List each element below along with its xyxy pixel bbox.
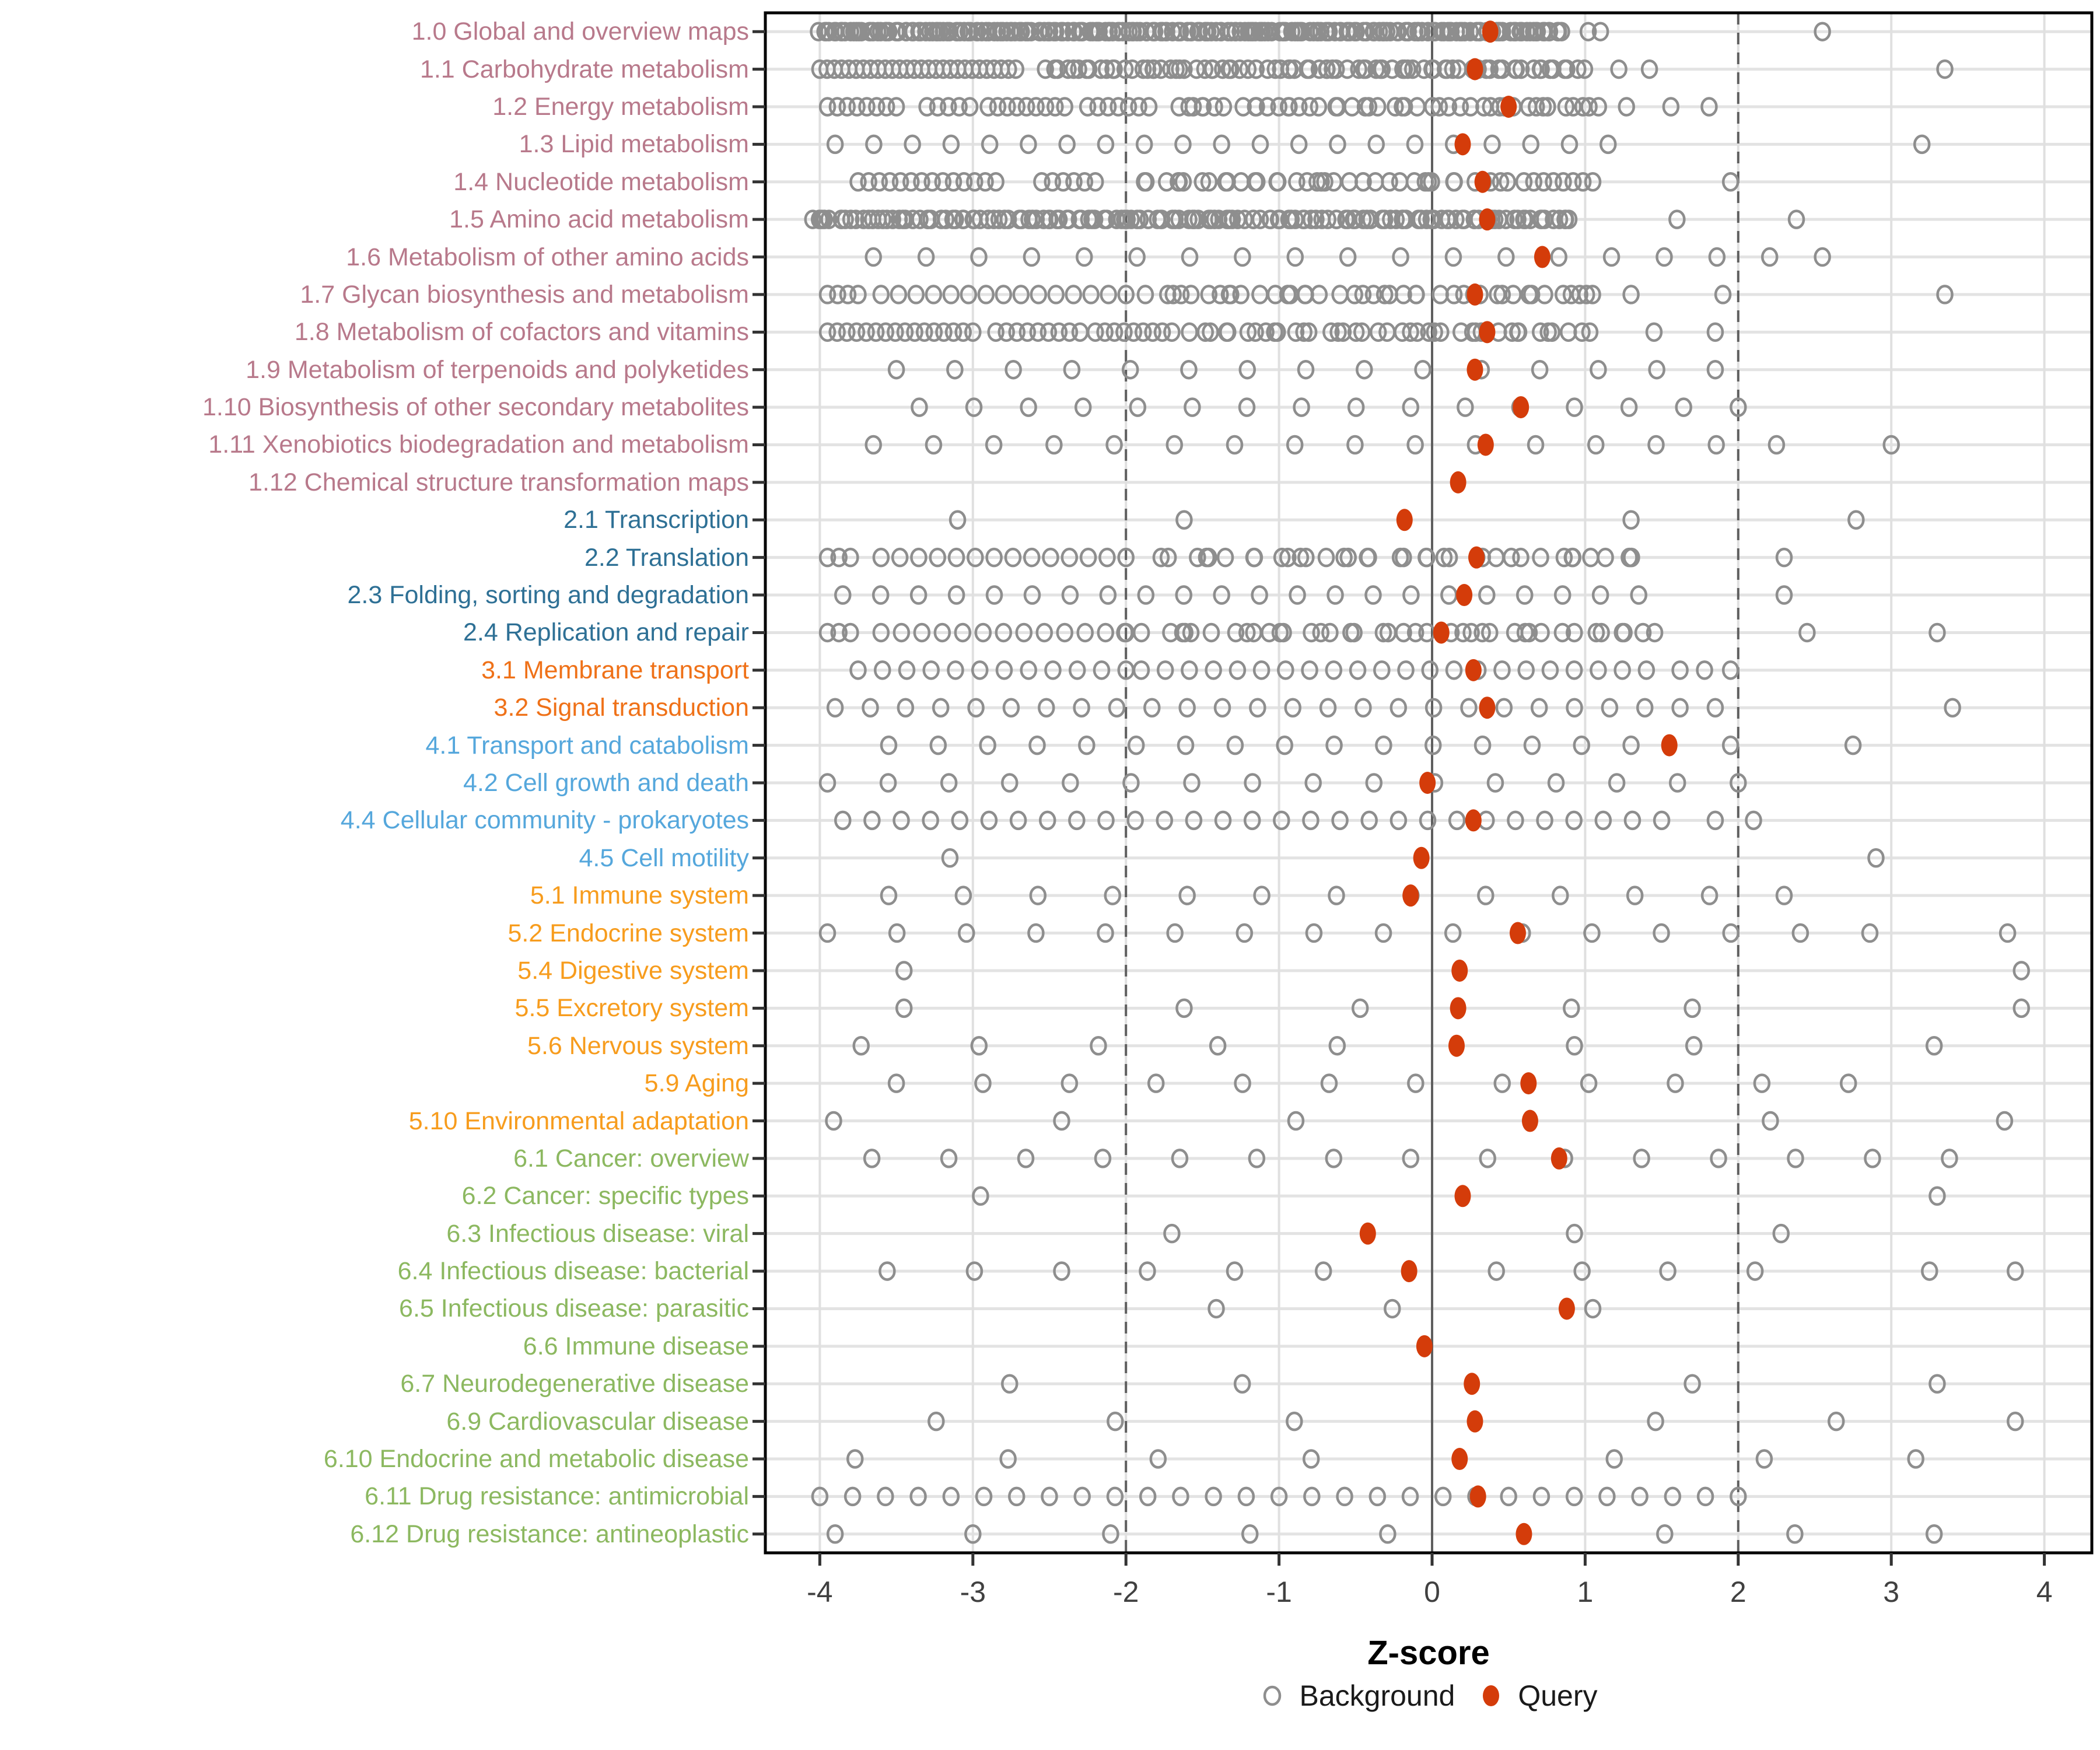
row-label: 5.6 Nervous system [527,1031,749,1060]
query-dot [1661,734,1678,757]
x-tick-label: 1 [1577,1576,1594,1608]
query-dot [1466,359,1483,381]
row-label: 3.1 Membrane transport [481,656,749,684]
query-dot [1454,133,1471,155]
query-dot [1475,171,1491,193]
legend [765,1679,2092,1713]
query-dot [1500,96,1517,118]
row-label: 4.2 Cell growth and death [463,769,749,797]
query-dot [1551,1147,1567,1170]
row-label: 6.12 Drug resistance: antineoplastic [350,1520,749,1548]
row-label: 6.10 Endocrine and metabolic disease [323,1445,749,1474]
legend-background-label: Background [1299,1679,1455,1712]
row-label: 2.1 Transcription [564,506,749,534]
query-dot [1510,922,1526,944]
query-dot [1534,246,1550,268]
query-dot [1419,772,1436,794]
row-label: 1.3 Lipid metabolism [519,130,749,159]
query-dot [1402,884,1419,907]
x-axis-title: Z-score [1367,1634,1490,1672]
query-dot [1396,509,1413,531]
query-dot [1513,396,1529,418]
row-label: 2.2 Translation [584,543,749,572]
x-tick-label: -1 [1266,1576,1292,1608]
query-dot [1401,1260,1418,1282]
row-label: 6.5 Infectious disease: parasitic [399,1294,749,1323]
query-dot-icon [1478,1683,1504,1709]
row-label: 6.7 Neurodegenerative disease [400,1370,749,1398]
row-label: 5.1 Immune system [530,881,749,910]
row-label: 1.7 Glycan biosynthesis and metabolism [300,280,749,309]
row-label: 1.4 Nucleotide metabolism [453,167,749,196]
row-label: 1.9 Metabolism of terpenoids and polyketides [246,355,749,384]
query-dot [1466,58,1483,80]
query-dot [1470,1485,1486,1507]
query-dot [1466,1410,1483,1433]
row-label: 1.10 Biosynthesis of other secondary metabolites [202,393,749,422]
query-dot [1433,621,1450,643]
query-dot [1450,471,1466,494]
query-dot [1516,1523,1532,1545]
query-dot [1448,1035,1465,1057]
query-dot [1479,696,1495,719]
row-label: 1.12 Chemical structure transformation maps [249,468,749,496]
query-dot [1360,1223,1376,1245]
x-tick-label: 2 [1730,1576,1746,1608]
x-tick-label: 3 [1883,1576,1900,1608]
query-dot [1479,321,1495,343]
query-dot [1559,1297,1575,1320]
row-label: 5.4 Digestive system [517,956,749,985]
query-dot [1482,20,1499,43]
query-dot [1451,1448,1468,1470]
row-label: 4.1 Transport and catabolism [425,731,749,760]
query-dot [1465,809,1482,831]
query-dot [1451,960,1468,982]
row-label: 1.6 Metabolism of other amino acids [346,243,749,271]
query-dot [1522,1110,1538,1132]
x-tick-label: -2 [1112,1576,1139,1608]
x-tick-label: -4 [807,1576,833,1608]
query-dot [1479,208,1495,230]
query-dot [1468,547,1485,569]
row-label: 6.2 Cancer: specific types [461,1182,749,1210]
row-label: 6.11 Drug resistance: antimicrobial [365,1482,749,1511]
query-dot [1456,584,1472,606]
query-dot [1454,1185,1471,1207]
row-label: 1.0 Global and overview maps [411,18,749,46]
row-label: 1.1 Carbohydrate metabolism [419,55,749,83]
query-dot [1465,659,1482,681]
row-label: 5.2 Endocrine system [508,919,749,947]
row-label: 6.3 Infectious disease: viral [446,1219,749,1248]
row-label: 2.3 Folding, sorting and degradation [347,581,749,610]
row-label: 1.2 Energy metabolism [492,92,749,121]
query-dot [1478,433,1494,456]
x-tick-label: 4 [2036,1576,2053,1608]
row-label: 6.4 Infectious disease: bacterial [397,1257,749,1286]
row-label: 5.9 Aging [644,1069,749,1098]
row-label: 5.10 Environmental adaptation [408,1107,749,1135]
row-label: 1.8 Metabolism of cofactors and vitamins [294,318,749,346]
query-dot [1413,847,1430,869]
row-label: 6.6 Immune disease [523,1332,749,1360]
row-label: 2.4 Replication and repair [463,618,749,647]
x-tick-label: 0 [1424,1576,1440,1608]
query-dot [1466,284,1483,306]
query-dot [1464,1373,1480,1395]
row-label: 1.5 Amino acid metabolism [449,205,749,234]
row-label: 4.5 Cell motility [579,844,749,872]
query-dot [1450,997,1466,1019]
row-label: 6.1 Cancer: overview [513,1144,749,1172]
background-dot-icon [1259,1683,1285,1709]
row-label: 1.11 Xenobiotics biodegradation and metabolism [208,430,749,459]
legend-item-background [1259,1679,1455,1713]
x-tick-label: -3 [960,1576,986,1608]
row-label: 5.5 Excretory system [514,994,749,1023]
row-label: 3.2 Signal transduction [494,694,749,722]
query-dot [1416,1335,1433,1357]
row-label: 6.9 Cardiovascular disease [446,1407,749,1436]
legend-item-query [1478,1679,1597,1713]
query-dot [1520,1072,1536,1094]
legend-query-label: Query [1518,1679,1598,1712]
row-label: 4.4 Cellular community - prokaryotes [340,806,749,835]
